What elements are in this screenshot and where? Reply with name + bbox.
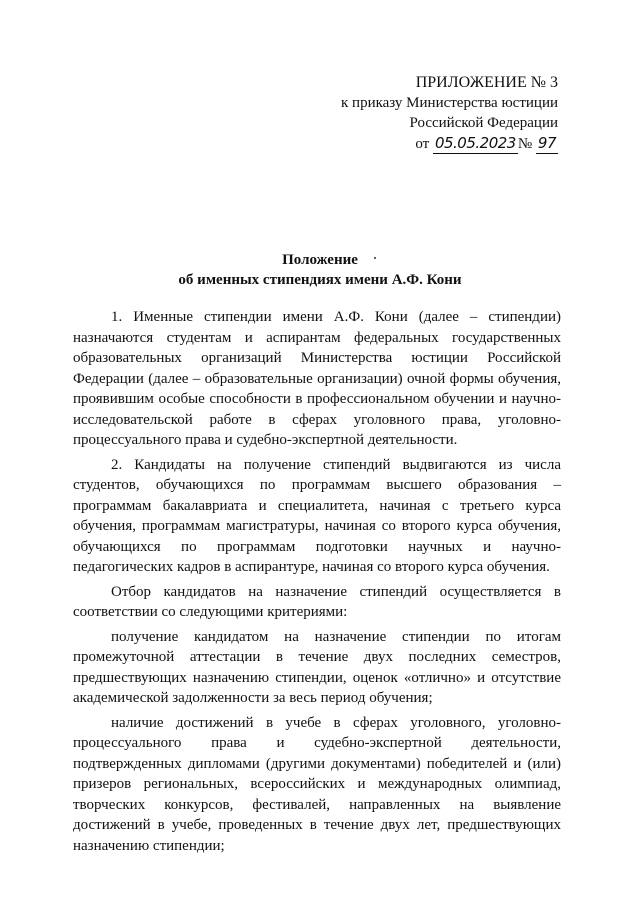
document-body — [73, 307, 561, 856]
ministry-name: Российской Федерации — [409, 115, 558, 131]
criterion-1: получение кандидатом на назначение стипендии по итогам промежуточной аттестации в течение двух последних семестров, предшествующих назначению стипендии, оценок «отлично» и отсутствие академической задолженности за весь период обучения; — [73, 628, 561, 706]
number-prefix: № — [517, 136, 533, 152]
title-line-2: об именных стипендиях имени А.Ф. Кони — [178, 272, 462, 288]
scan-speck — [374, 257, 376, 259]
paragraph-selection: Отбор кандидатов на назначение стипендий осуществляется в соответствии со следующими критериями: — [73, 583, 561, 620]
appendix-header — [341, 73, 558, 154]
appendix-number: ПРИЛОЖЕНИЕ № 3 — [415, 74, 558, 91]
date-prefix: от — [415, 136, 430, 152]
order-reference: к приказу Министерства юстиции — [341, 95, 558, 111]
handwritten-number: 97 — [537, 134, 556, 152]
criterion-2: наличие достижений в учебе в сферах уголовного, уголовно-процессуального права и судебно-экспертной деятельности, подтвержденных дипломами (другими документами) победителей и (или) призеров региональных, всероссийских и международных олимпиад, творческих конкурсов, фестивалей, направленных на выявление достижений в учебе, проведенных в течение двух лет, предшествующих назначению стипендии; — [73, 714, 561, 854]
paragraph-1: 1. Именные стипендии имени А.Ф. Кони (далее – стипендии) назначаются студентам и аспирантам федеральных государственных образовательных организаций Министерства юстиции Российской Федерации (далее – образовательные организации) очной формы обучения, проявившим особые способности в профессиональном обучении и научно-исследовательской работе в сферах уголовного права, уголовно-процессуального права и судебно-экспертной деятельности. — [73, 309, 561, 448]
paragraph-2: 2. Кандидаты на получение стипендий выдвигаются из числа студентов, обучающихся по программам высшего образования – программам бакалавриата и специалитета, начиная с третьего курса обучения, программам магистратуры, начиная со второго курса обучения, обучающихся по программам подготовки научных и научно-педагогических кадров в аспирантуре, начиная со второго курса обучения. — [73, 456, 561, 575]
document-title — [0, 250, 640, 290]
date-number-line — [415, 133, 558, 154]
handwritten-date: 05.05.2023 — [434, 134, 516, 152]
title-line-1: Положение — [282, 252, 358, 268]
